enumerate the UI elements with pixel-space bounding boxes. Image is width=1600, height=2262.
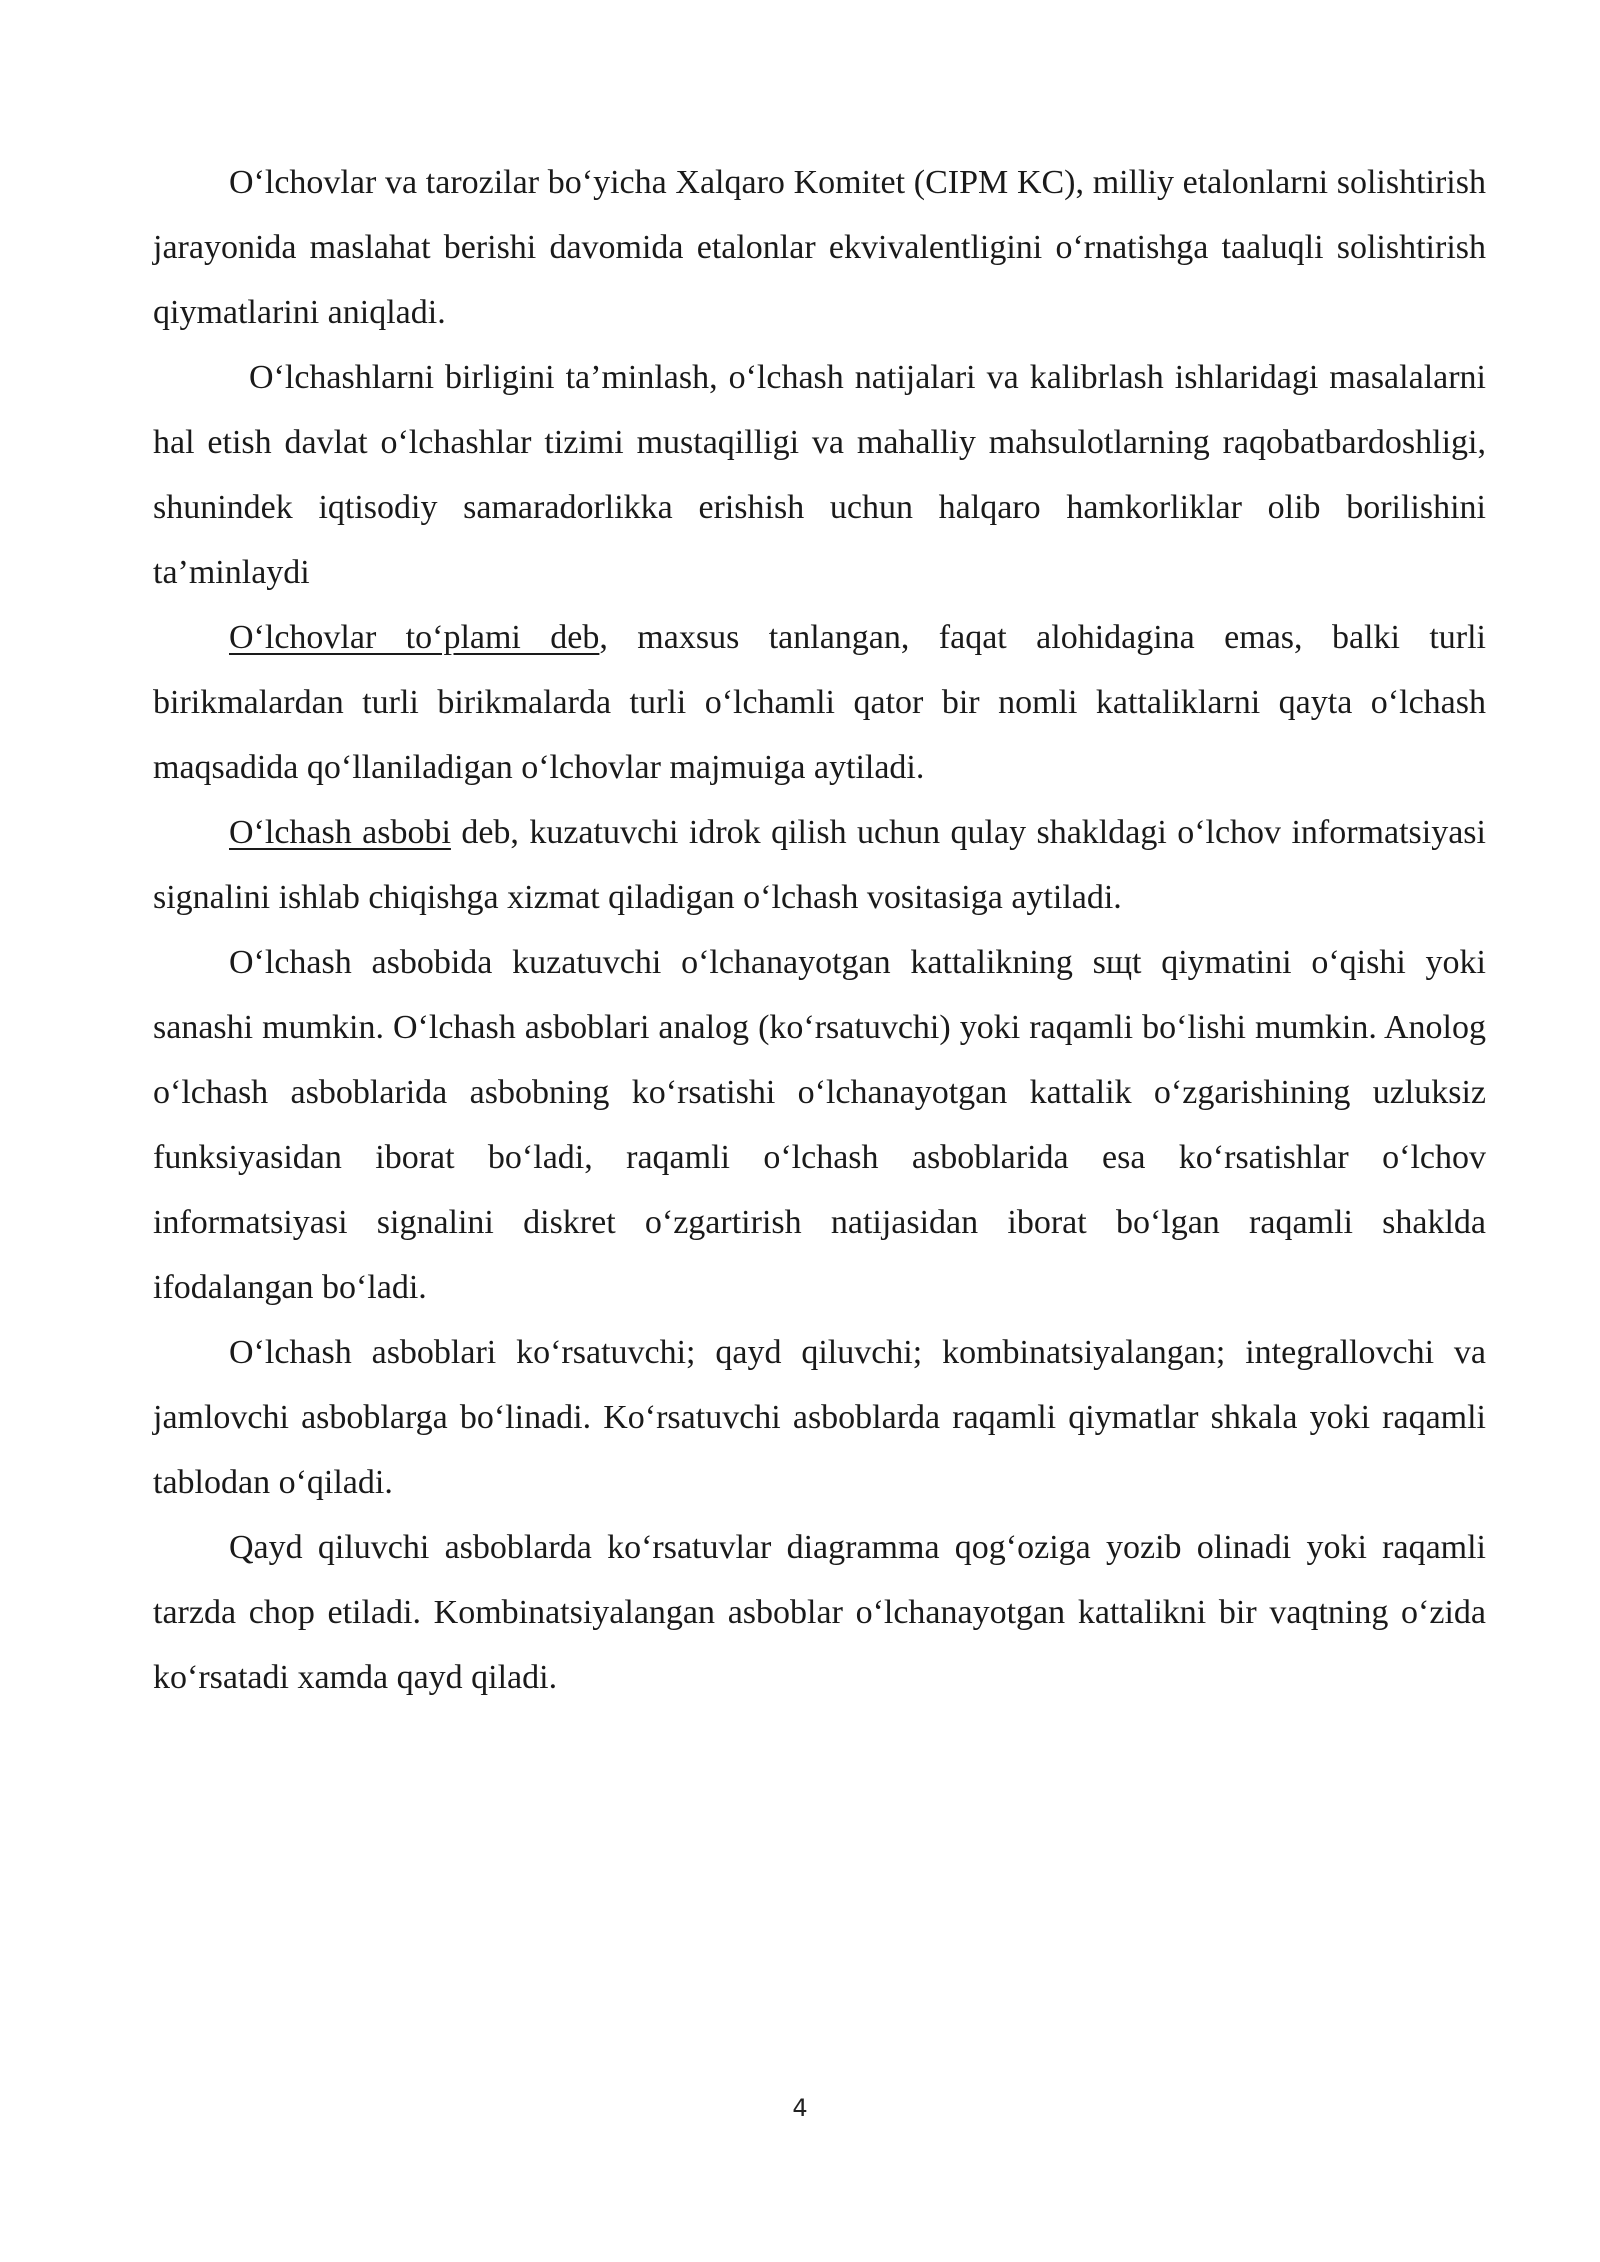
paragraph-recording-instruments [153,1515,1486,1710]
page-number: 4 [792,2094,808,2122]
paragraph-measuring-instrument-definition [153,800,1486,930]
paragraph-measurement-unity [153,345,1486,605]
paragraph-measure-set-definition [153,605,1486,800]
document-body [153,150,1486,1710]
paragraph-text: O‘lchash asboblari ko‘rsatuvchi; qayd qiluvchi; kombinatsiyalangan; integrallovchi va jamlovchi asboblarga bo‘linadi. Ko‘rsatuvchi asboblarda raqamli qiymatlar shkala yoki raqamli tablodan o‘qiladi. [153,1334,1486,1501]
paragraph-text: , maxsus tanlangan, faqat alohidagina emas, balki turli birikmalardan turli birikmalarda turli o‘lchamli qator bir nomli kattaliklarni qayta o‘lchash maqsadida qo‘llaniladigan o‘lchovlar majmuiga aytiladi. [153,619,1487,786]
paragraph-text: deb, kuzatuvchi idrok qilish uchun qulay shakldagi o‘lchov informatsiyasi signalini ishlab chiqishga xizmat qiladigan o‘lchash vositasiga aytiladi. [153,814,1486,916]
underlined-term: O‘lchash asbobi [229,814,451,851]
paragraph-cipm-committee [153,150,1486,345]
paragraph-instrument-types [153,1320,1486,1515]
paragraph-analog-digital [153,930,1486,1320]
paragraph-text: Qayd qiluvchi asboblarda ko‘rsatuvlar diagramma qog‘oziga yozib olinadi yoki raqamli tarzda chop etiladi. Kombinatsiyalangan asboblar o‘lchanayotgan kattalikni bir vaqtning o‘zida ko‘rsatadi xamda qayd qiladi. [153,1529,1486,1696]
underlined-term: O‘lchovlar to‘plami deb [229,619,600,656]
paragraph-text: O‘lchash asbobida kuzatuvchi o‘lchanayotgan kattalikning sщt qiymatini o‘qishi yoki sanashi mumkin. O‘lchash asboblari analog (ko‘rsatuvchi) yoki raqamli bo‘lishi mumkin. Anolog o‘lchash asboblarida asbobning ko‘rsatishi o‘lchanayotgan kattalik o‘zgarishining uzluksiz funksiyasidan iborat bo‘ladi, raqamli o‘lchash asboblarida esa ko‘rsatishlar o‘lchov informatsiyasi signalini diskret o‘zgartirish natijasidan iborat bo‘lgan raqamli shaklda ifodalangan bo‘ladi. [153,944,1486,1306]
paragraph-text: O‘lchashlarni birligini ta’minlash, o‘lchash natijalari va kalibrlash ishlaridagi masalalarni hal etish davlat o‘lchashlar tizimi mustaqilligi va mahalliy mahsulotlarning raqobatbardoshligi, shunindek iqtisodiy samaradorlikka erishish uchun halqaro hamkorliklar olib borilishini ta’minlaydi [153,359,1486,591]
paragraph-text: O‘lchovlar va tarozilar bo‘yicha Xalqaro Komitet (CIPM KC), milliy etalonlarni solishtirish jarayonida maslahat berishi davomida etalonlar ekvivalentligini o‘rnatishga taaluqli solishtirish qiymatlarini aniqladi. [153,164,1486,331]
